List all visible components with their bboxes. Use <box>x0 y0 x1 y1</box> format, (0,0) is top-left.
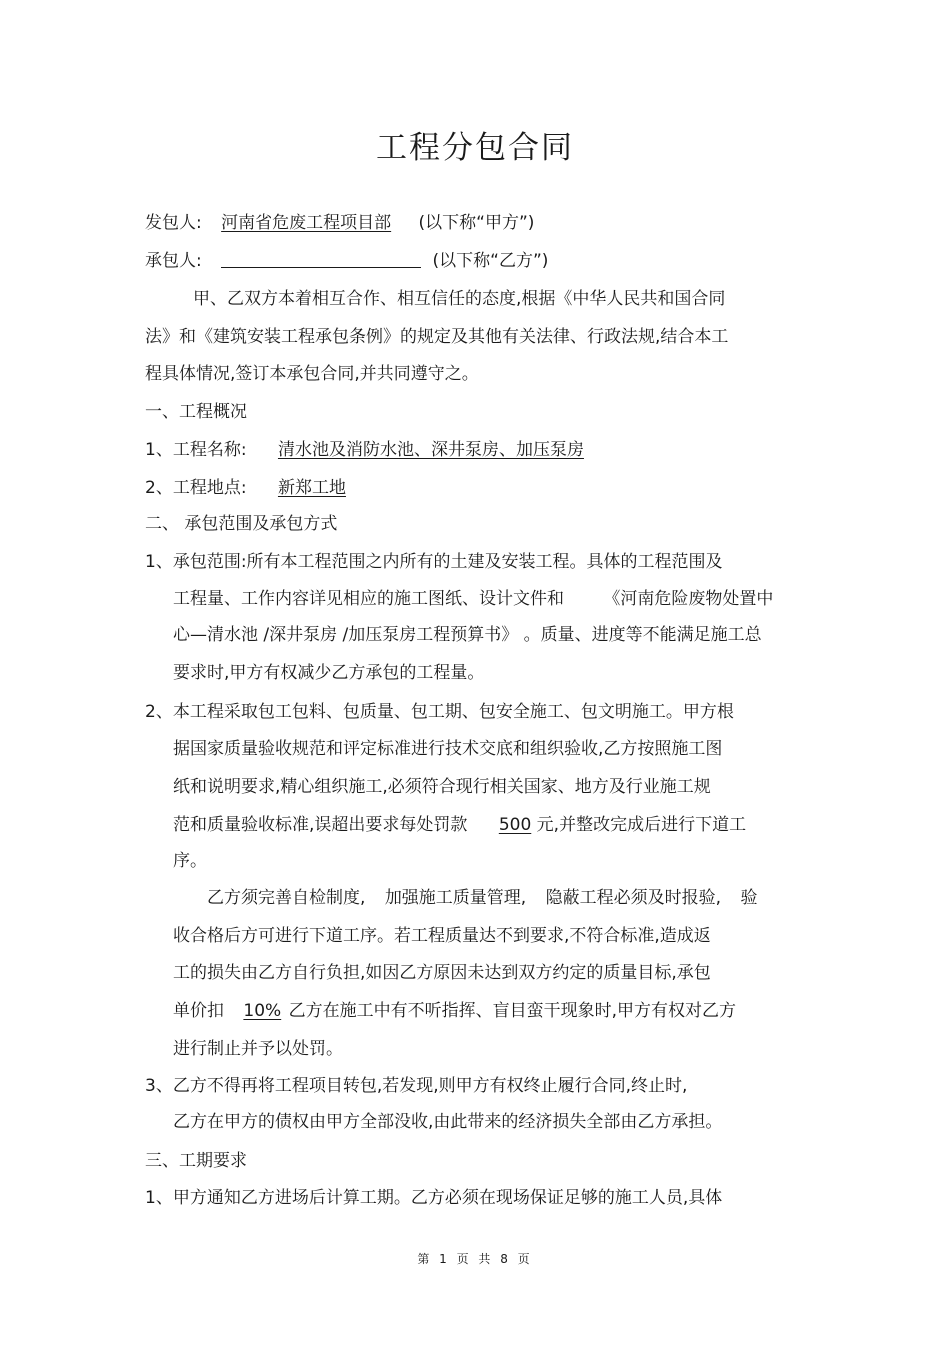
clause-line: 心—清水池 /深井泵房 /加压泵房工程预算书》 。质量、进度等不能满足施工总 <box>173 625 762 645</box>
clause-line: 3、乙方不得再将工程项目转包,若发现,则甲方有权终止履行合同,终止时, <box>145 1076 688 1096</box>
clause-line: 序。 <box>173 851 207 871</box>
subcontractor-label: 承包人: <box>145 251 202 271</box>
document-title: 工程分包合同 <box>376 130 574 166</box>
contractor-suffix: (以下称“甲方”) <box>418 213 535 233</box>
clause-line: 据国家质量验收规范和评定标准进行技术交底和组织验收,乙方按照施工图 <box>173 739 723 759</box>
clause-text: 乙方须完善自检制度, <box>207 888 366 908</box>
contractor-label: 发包人: <box>145 213 202 233</box>
project-name-line <box>145 439 584 461</box>
subcontractor-suffix: (以下称“乙方”) <box>432 251 549 271</box>
intro-line: 甲、乙双方本着相互合作、相互信任的态度,根据《中华人民共和国合同 <box>193 289 726 309</box>
contractor-value: 河南省危废工程项目部 <box>221 213 392 233</box>
clause-text: 单价扣 <box>173 1001 224 1021</box>
clause-line: 1、甲方通知乙方进场后计算工期。乙方必须在现场保证足够的施工人员,具体 <box>145 1188 723 1208</box>
clause-line <box>207 887 757 909</box>
page-footer: 第 1 页 共 8 页 <box>417 1252 533 1266</box>
clause-line: 1、承包范围:所有本工程范围之内所有的土建及安装工程。具体的工程范围及 <box>145 552 723 572</box>
clause-line: 收合格后方可进行下道工序。若工程质量达不到要求,不符合标准,造成返 <box>173 926 711 946</box>
clause-text: 《河南危险废物处置中 <box>603 589 774 609</box>
clause-line: 要求时,甲方有权减少乙方承包的工程量。 <box>173 663 485 683</box>
clause-line: 进行制止并予以处罚。 <box>173 1039 343 1059</box>
section-heading: 三、工期要求 <box>145 1151 247 1171</box>
contractor-line <box>145 212 534 234</box>
clause-text: 乙方在施工中有不听指挥、盲目蛮干现象时,甲方有权对乙方 <box>288 1001 737 1021</box>
clause-line: 工的损失由乙方自行负担,如因乙方原因未达到双方约定的质量目标,承包 <box>173 963 711 983</box>
clause-text: 验 <box>740 888 758 908</box>
clause-line <box>173 1000 736 1022</box>
clause-line: 纸和说明要求,精心组织施工,必须符合现行相关国家、地方及行业施工规 <box>173 777 711 797</box>
clause-text: 加强施工质量管理, <box>384 888 527 908</box>
clause-text: 元,并整改完成后进行下道工 <box>536 815 747 835</box>
subcontractor-line <box>145 250 548 272</box>
clause-line <box>173 814 746 836</box>
project-name-value: 清水池及消防水池、深井泵房、加压泵房 <box>277 440 584 460</box>
project-site-line <box>145 477 346 499</box>
clause-line <box>173 588 773 610</box>
clause-text: 隐蔽工程必须及时报验, <box>545 888 722 908</box>
subcontractor-blank <box>221 250 421 268</box>
clause-line: 2、本工程采取包工包料、包质量、包工期、包安全施工、包文明施工。甲方根 <box>145 702 734 722</box>
fine-amount: 500 <box>498 815 532 835</box>
section-heading: 二、 承包范围及承包方式 <box>145 514 338 534</box>
project-site-label: 2、工程地点: <box>145 478 247 498</box>
clause-text: 工程量、工作内容详见相应的施工图纸、设计文件和 <box>173 589 564 609</box>
deduct-percent: 10% <box>243 1001 282 1021</box>
section-heading: 一、工程概况 <box>145 402 247 422</box>
clause-text: 范和质量验收标准,误超出要求每处罚款 <box>173 815 468 835</box>
clause-line: 乙方在甲方的债权由甲方全部没收,由此带来的经济损失全部由乙方承担。 <box>173 1112 723 1132</box>
project-site-value: 新郑工地 <box>277 478 346 498</box>
intro-line: 程具体情况,签订本承包合同,并共同遵守之。 <box>145 364 479 384</box>
intro-line: 法》和《建筑安装工程承包条例》的规定及其他有关法律、行政法规,结合本工 <box>145 327 729 347</box>
project-name-label: 1、工程名称: <box>145 440 247 460</box>
